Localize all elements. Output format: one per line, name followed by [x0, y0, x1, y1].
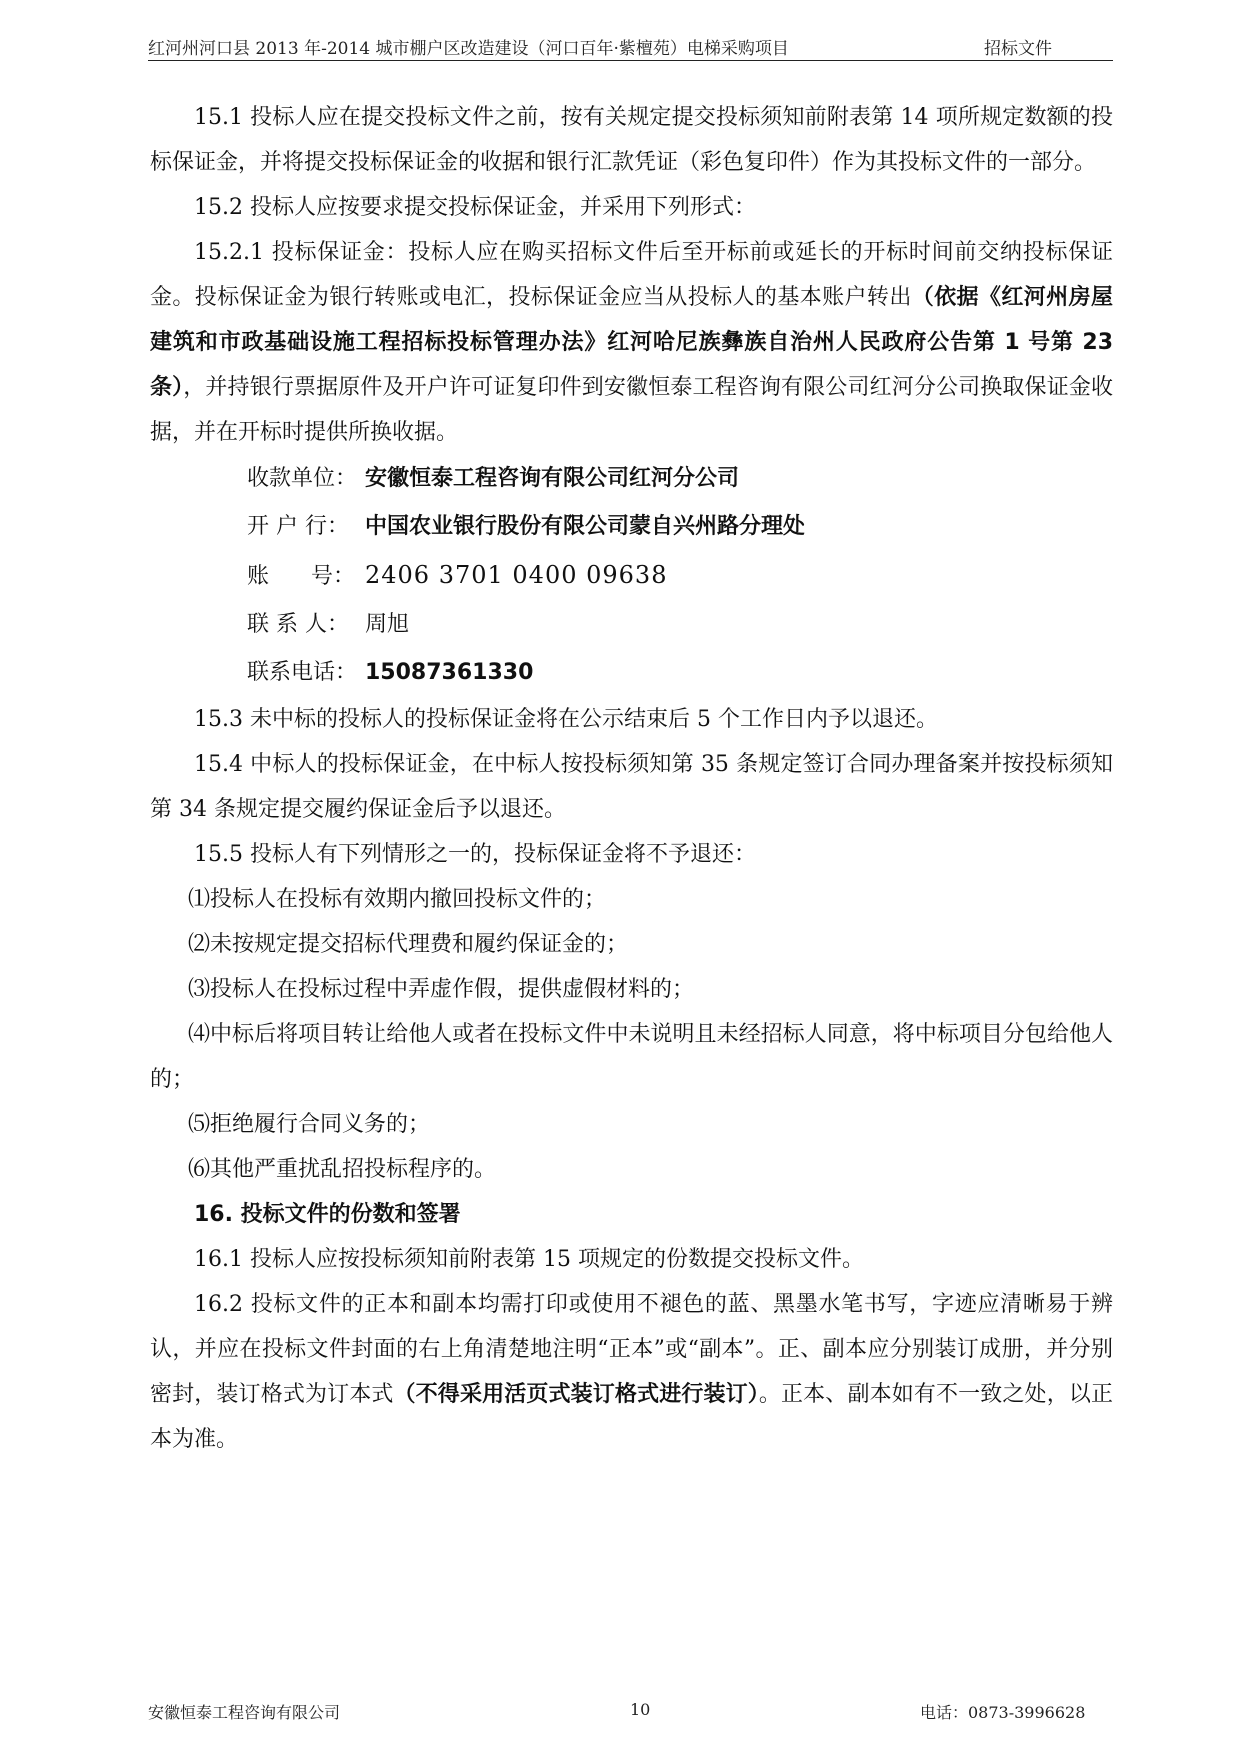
contact-row: [150, 601, 1113, 649]
paragraph-15-1: 15.1 投标人应在提交投标文件之前，按有关规定提交投标须知前附表第 14 项所规定数额的投标保证金，并将提交投标保证金的收据和银行汇款凭证（彩色复印件）作为其投标文件的一部分。: [150, 105, 1113, 175]
paragraph-15-5: 15.5 投标人有下列情形之一的，投标保证金将不予退还：: [194, 842, 756, 867]
bank-label: 开 户 行：: [247, 514, 349, 539]
list-item-3: ⑶投标人在投标过程中弄虚作假，提供虚假材料的；: [188, 977, 695, 1002]
bank-row: [150, 503, 1113, 551]
account-label: 账 号：: [247, 564, 355, 589]
paragraph-16-2-text-a: 16.2 投标文件的正本和副本均需打印或使用不褪色的蓝、黑墨水笔书写，字迹应清晰易于辨认，并应在投标文件封面的右上角清楚地注明“正本”或“副本”。正、副本应分别装订成册，并分别密封，装订格式为订本式: [150, 1292, 1113, 1407]
paragraph-15-2-1: [150, 230, 1113, 455]
list-item-6: ⑹其他严重扰乱招投标程序的。: [188, 1157, 497, 1182]
header-doc-type: 招标文件: [984, 39, 1052, 59]
payee-value: 安徽恒泰工程咨询有限公司红河分公司: [365, 466, 740, 491]
section-heading-16: 16. 投标文件的份数和签署: [194, 1202, 461, 1227]
page-header: [148, 30, 1113, 61]
paragraph-16-2-bold-note: （不得采用活页式装订格式进行装订）: [393, 1382, 759, 1407]
list-item-2: ⑵未按规定提交招标代理费和履约保证金的；: [188, 932, 629, 957]
phone-row: [150, 649, 1113, 697]
account-value: 2406 3701 0400 09638: [365, 561, 668, 589]
phone-value: 15087361330: [365, 660, 534, 685]
list-item-4: ⑷中标后将项目转让给他人或者在投标文件中未说明且未经招标人同意，将中标项目分包给他人的；: [150, 1022, 1113, 1092]
header-project-title: 红河州河口县 2013 年-2014 城市棚户区改造建设（河口百年·紫檀苑）电梯采购项目: [148, 39, 789, 59]
paragraph-16-2-text-b: 。正本、副本如有不一致之处，以正本为准。: [150, 1382, 1113, 1452]
paragraph-16-1: 16.1 投标人应按投标须知前附表第 15 项规定的份数提交投标文件。: [194, 1247, 864, 1272]
document-body: [150, 95, 1113, 1462]
paragraph-15-3: 15.3 未中标的投标人的投标保证金将在公示结束后 5 个工作日内予以退还。: [194, 707, 938, 732]
paragraph-15-2-1-legal-basis: （依据《红河州房屋建筑和市政基础设施工程招标投标管理办法》红河哈尼族彝族自治州人民政府公告第 1 号第 23 条）: [150, 285, 1113, 400]
contact-label: 联 系 人：: [247, 612, 349, 637]
paragraph-15-2-1-text-b: ，并持银行票据原件及开户许可证复印件到安徽恒泰工程咨询有限公司红河分公司换取保证金收据，并在开标时提供所换收据。: [150, 375, 1113, 445]
footer-page-number: 10: [630, 1700, 651, 1719]
phone-label: 联系电话：: [247, 660, 358, 685]
list-item-1: ⑴投标人在投标有效期内撤回投标文件的；: [188, 887, 607, 912]
payee-label: 收款单位：: [247, 466, 358, 491]
paragraph-15-2: 15.2 投标人应按要求提交投标保证金，并采用下列形式：: [194, 195, 756, 220]
bank-value: 中国农业银行股份有限公司蒙自兴州路分理处: [365, 514, 806, 539]
footer-company: 安徽恒泰工程咨询有限公司: [148, 1703, 341, 1722]
paragraph-16-2: [150, 1282, 1113, 1462]
payee-row: [150, 455, 1113, 503]
list-item-5: ⑸拒绝履行合同义务的；: [188, 1112, 431, 1137]
paragraph-15-2-1-text-a: 15.2.1 投标保证金：投标人应在购买招标文件后至开标前或延长的开标时间前交纳投标保证金。投标保证金为银行转账或电汇，投标保证金应当从投标人的基本账户转出: [150, 240, 1113, 310]
paragraph-15-4: 15.4 中标人的投标保证金，在中标人按投标须知第 35 条规定签订合同办理备案并按投标须知第 34 条规定提交履约保证金后予以退还。: [150, 752, 1113, 822]
account-row: [150, 551, 1113, 601]
footer-phone: 电话：0873-3996628: [920, 1703, 1086, 1722]
contact-value: 周旭: [365, 612, 410, 637]
